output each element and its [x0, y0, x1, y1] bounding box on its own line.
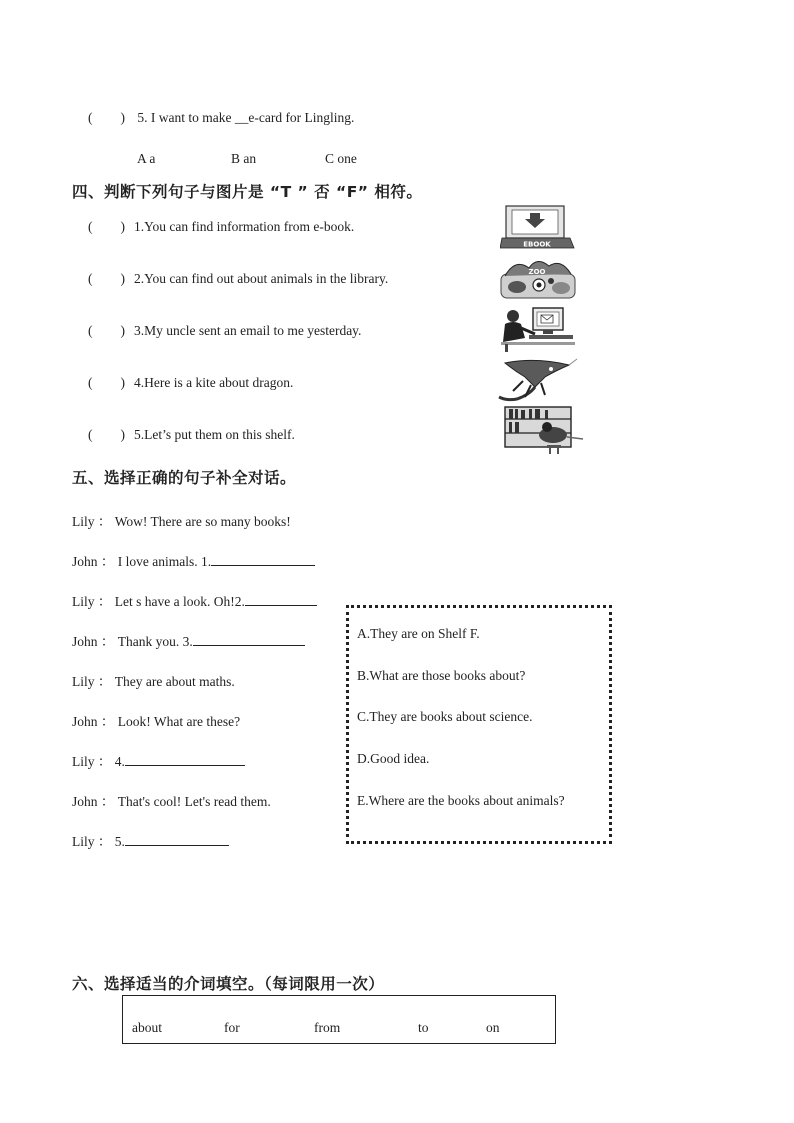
- section-heading-5: 五、选择正确的句子补全对话。: [72, 469, 297, 487]
- section-heading-4: 四、判断下列句子与图片是 “T ” 否 “F” 相符。: [72, 183, 423, 201]
- answer-blank-1[interactable]: [211, 553, 315, 566]
- judge-item-2: ( ) 2.You can find out about animals in the library.: [88, 271, 389, 286]
- dragon-kite-icon: [495, 357, 579, 403]
- judge-item-5: ( ) 5.Let’s put them on this shelf.: [88, 427, 295, 442]
- choice-b: B.What are those books about?: [357, 668, 526, 683]
- choice-d: D.Good idea.: [357, 751, 430, 766]
- dialogue-line-3: Lily ： Let s have a look. Oh!2.: [72, 590, 317, 610]
- answer-blank-2[interactable]: [245, 593, 317, 606]
- bookshelf-icon: [501, 405, 585, 455]
- dialogue-line-1: Lily ： Wow! There are so many books!: [72, 514, 291, 529]
- word-from: from: [314, 1020, 341, 1035]
- judge-item-3: ( ) 3.My uncle sent an email to me yesterday.: [88, 323, 362, 338]
- ebook-label: EBOOK: [523, 240, 551, 249]
- word-for: for: [224, 1020, 240, 1035]
- ebook-icon: [500, 204, 575, 250]
- section-heading-6: 六、选择适当的介词填空。（每词限用一次）: [72, 975, 385, 993]
- word-about: about: [132, 1020, 162, 1035]
- computer-user-icon: [499, 304, 577, 352]
- option-a: A a: [137, 151, 156, 166]
- choice-c: C.They are books about science.: [357, 709, 533, 724]
- dialogue-line-7: Lily ： 4.: [72, 750, 245, 770]
- question-row: ( ) 5. I want to make __e-card for Lingling.: [88, 110, 355, 125]
- choice-a: A.They are on Shelf F.: [357, 626, 480, 641]
- option-b: B an: [231, 151, 257, 166]
- zoo-animals-icon: [499, 254, 577, 300]
- judge-item-1: ( ) 1.You can find information from e-book.: [88, 219, 355, 234]
- dialogue-line-9: Lily ： 5.: [72, 830, 229, 850]
- dialogue-line-8: John ： That's cool! Let's read them.: [72, 794, 271, 809]
- dialogue-line-4: John ： Thank you. 3.: [72, 630, 305, 650]
- dialogue-line-6: John ： Look! What are these?: [72, 714, 241, 729]
- dialogue-line-5: Lily ： They are about maths.: [72, 674, 235, 689]
- answer-blank-3[interactable]: [193, 633, 305, 646]
- word-to: to: [418, 1020, 429, 1035]
- word-on: on: [486, 1020, 500, 1035]
- zoo-label: ZOO: [528, 268, 546, 276]
- judge-item-4: ( ) 4.Here is a kite about dragon.: [88, 375, 294, 390]
- option-c: C one: [325, 151, 357, 166]
- answer-blank-5[interactable]: [125, 833, 229, 846]
- choice-e: E.Where are the books about animals?: [357, 793, 565, 808]
- question-text: 5. I want to make __e-card for Lingling.: [137, 110, 355, 125]
- answer-blank-4[interactable]: [125, 753, 245, 766]
- dialogue-line-2: John ： I love animals. 1.: [72, 550, 315, 570]
